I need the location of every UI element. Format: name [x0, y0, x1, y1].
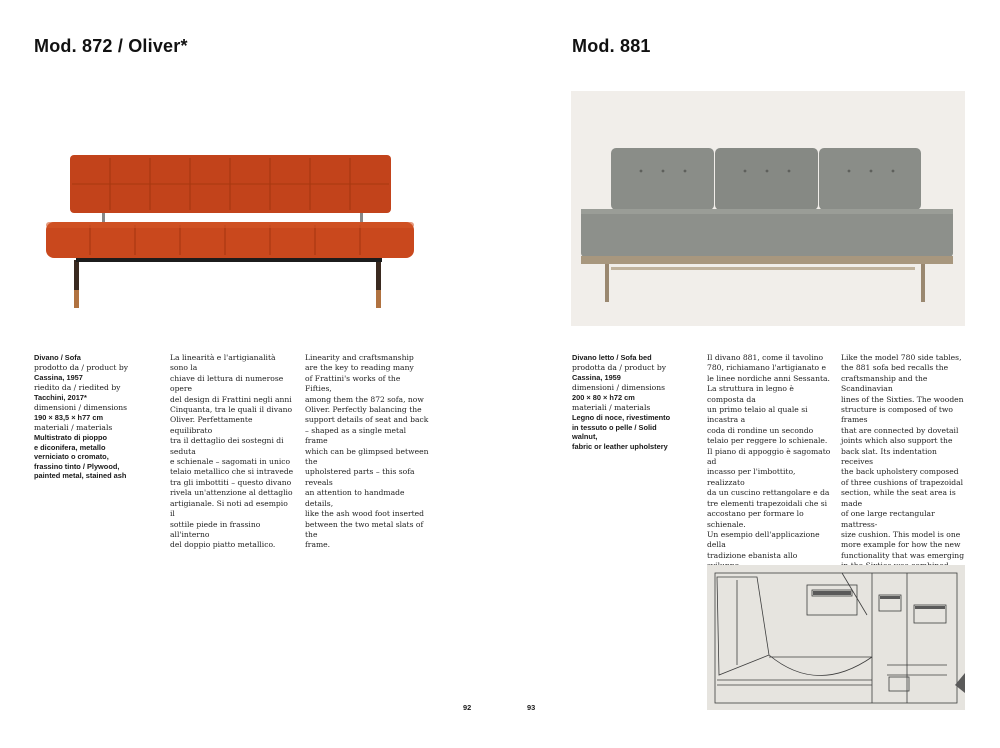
dimensions: 200 × 80 × h72 cm: [572, 393, 635, 402]
materials-line: frassino tinto / Plywood,: [34, 461, 120, 471]
text-line: e schienale – sagomati in unico: [170, 457, 291, 467]
text-line: tra gli imbottiti – questo divano: [170, 477, 292, 487]
text-line: da un cuscino rettangolare e da: [707, 488, 830, 498]
text-line: sottile piede in frassino all'interno: [170, 519, 261, 539]
materials-label: materiali / materials: [572, 402, 651, 412]
text-line: the 881 sofa bed recalls the: [841, 363, 949, 373]
produced-label: prodotto da / product by: [34, 362, 129, 372]
text-line: Oliver. Perfettamente equilibrato: [170, 415, 253, 435]
text-line: le linee nordiche anni Sessanta.: [707, 373, 830, 383]
materials-line: painted metal, stained ash: [34, 471, 127, 481]
text-line: between the two metal slats of the: [305, 519, 424, 539]
text-line: structure is composed of two frames: [841, 405, 953, 425]
text-line: functionality that was emerging: [841, 550, 965, 560]
oliver-sofa-photo: [40, 110, 430, 330]
english-text-column: [305, 353, 429, 551]
text-line: of three cushions of trapezoidal: [841, 477, 964, 487]
text-line: telaio metallico che si intravede: [170, 467, 294, 477]
page-number: 93: [527, 703, 536, 712]
text-line: more example for how the new: [841, 540, 961, 550]
english-text-column: [841, 353, 965, 592]
text-line: un primo telaio al quale si incastra a: [707, 405, 808, 425]
text-line: lines of the Sixties. The wooden: [841, 394, 964, 404]
text-line: Cinquanta, tra le quali il divano: [170, 405, 293, 415]
text-line: 780, richiamano l'artigianato e: [707, 363, 827, 373]
type-label: Divano / Sofa: [34, 353, 81, 362]
dimensions: 190 × 83,5 × h77 cm: [34, 413, 104, 422]
italian-text-column: [170, 353, 294, 551]
materials-line: Multistrato di pioppo: [34, 433, 108, 442]
text-line: craftsmanship and the Scandinavian: [841, 373, 928, 394]
page-number: 92: [463, 703, 472, 712]
text-line: – shaped as a single metal frame: [305, 425, 407, 446]
text-line: size cushion. This model is one: [841, 529, 961, 539]
text-line: rivela un'attenzione al dettaglio: [170, 488, 293, 498]
materials-line: e diconifera, metallo: [34, 442, 106, 452]
dimensions-label: dimensioni / dimensions: [34, 402, 128, 412]
text-line: an attention to handmade details,: [305, 488, 405, 508]
reedited-label: riedito da / riedited by: [34, 382, 121, 392]
text-line: La linearità e l'artigianalità sono la: [170, 353, 276, 373]
produced-label: prodotta da / product by: [572, 362, 666, 372]
product-meta: [572, 353, 684, 451]
materials-line: in tessuto o pelle / Solid walnut,: [572, 422, 657, 442]
materials-line: verniciato o cromato,: [34, 452, 109, 462]
text-line: like the ash wood foot inserted: [305, 509, 425, 519]
type-label: Divano letto / Sofa bed: [572, 353, 652, 362]
page-title: Mod. 881: [572, 36, 651, 56]
text-line: of Frattini's works of the Fifties,: [305, 373, 401, 394]
text-line: tre elementi trapezoidali che si: [707, 498, 828, 508]
text-line: incasso per l'imbottito, realizzato: [707, 467, 796, 487]
text-line: support details of seat and back: [305, 415, 429, 425]
producer: Cassina, 1959: [572, 373, 621, 382]
text-line: Oliver. Perfectly balancing the: [305, 405, 422, 415]
materials-line: fabric or leather upholstery: [572, 441, 668, 451]
text-line: telaio per reggere lo schienale.: [707, 436, 828, 446]
text-line: chiave di lettura di numerose opere: [170, 373, 284, 394]
text-line: back slat. Its indentation receives: [841, 446, 937, 467]
sofa-bed-881-photo: [571, 91, 965, 326]
text-line: of one large rectangular mattress-: [841, 509, 935, 529]
text-line: upholstered parts – this sofa reveals: [305, 467, 415, 487]
text-line: artigianale. Si noti ad esempio il: [170, 498, 288, 519]
text-line: that are connected by dovetail: [841, 425, 959, 435]
text-line: Il piano di appoggio è sagomato ad: [707, 446, 831, 467]
materials-label: materiali / materials: [34, 422, 113, 432]
text-line: are the key to reading many: [305, 363, 414, 373]
dimensions-label: dimensioni / dimensions: [572, 382, 666, 392]
product-meta: [34, 353, 146, 481]
text-line: which can be glimpsed between the: [305, 446, 429, 467]
text-line: among them the 872 sofa, now: [305, 394, 424, 404]
text-line: section, while the seat area is made: [841, 488, 956, 508]
text-line: joints which also support the: [841, 436, 953, 446]
page-title: Mod. 872 / Oliver*: [34, 36, 188, 56]
text-line: Il divano 881, come il tavolino: [707, 353, 824, 362]
text-line: del doppio piatto metallico.: [170, 540, 276, 550]
text-line: La struttura in legno è composta da: [707, 384, 794, 404]
reeditor: Tacchini, 2017*: [34, 393, 87, 402]
text-line: tradizione ebanista allo: [707, 550, 798, 560]
producer: Cassina, 1957: [34, 373, 83, 382]
text-line: frame.: [305, 540, 331, 550]
text-line: Un esempio dell'applicazione della: [707, 529, 820, 550]
text-line: tra il dettaglio dei sostegni di seduta: [170, 436, 284, 456]
text-line: Linearity and craftsmanship: [305, 353, 414, 362]
technical-drawing: [707, 565, 965, 710]
text-line: the back upholstery composed: [841, 467, 959, 477]
text-line: coda di rondine un secondo: [707, 425, 814, 435]
text-line: accostano per formare lo schienale.: [707, 509, 804, 529]
text-line: Like the model 780 side tables,: [841, 353, 962, 362]
materials-line: Legno di noce, rivestimento: [572, 413, 671, 422]
text-line: del design di Frattini negli anni: [170, 394, 292, 404]
right-page: [500, 0, 1000, 748]
